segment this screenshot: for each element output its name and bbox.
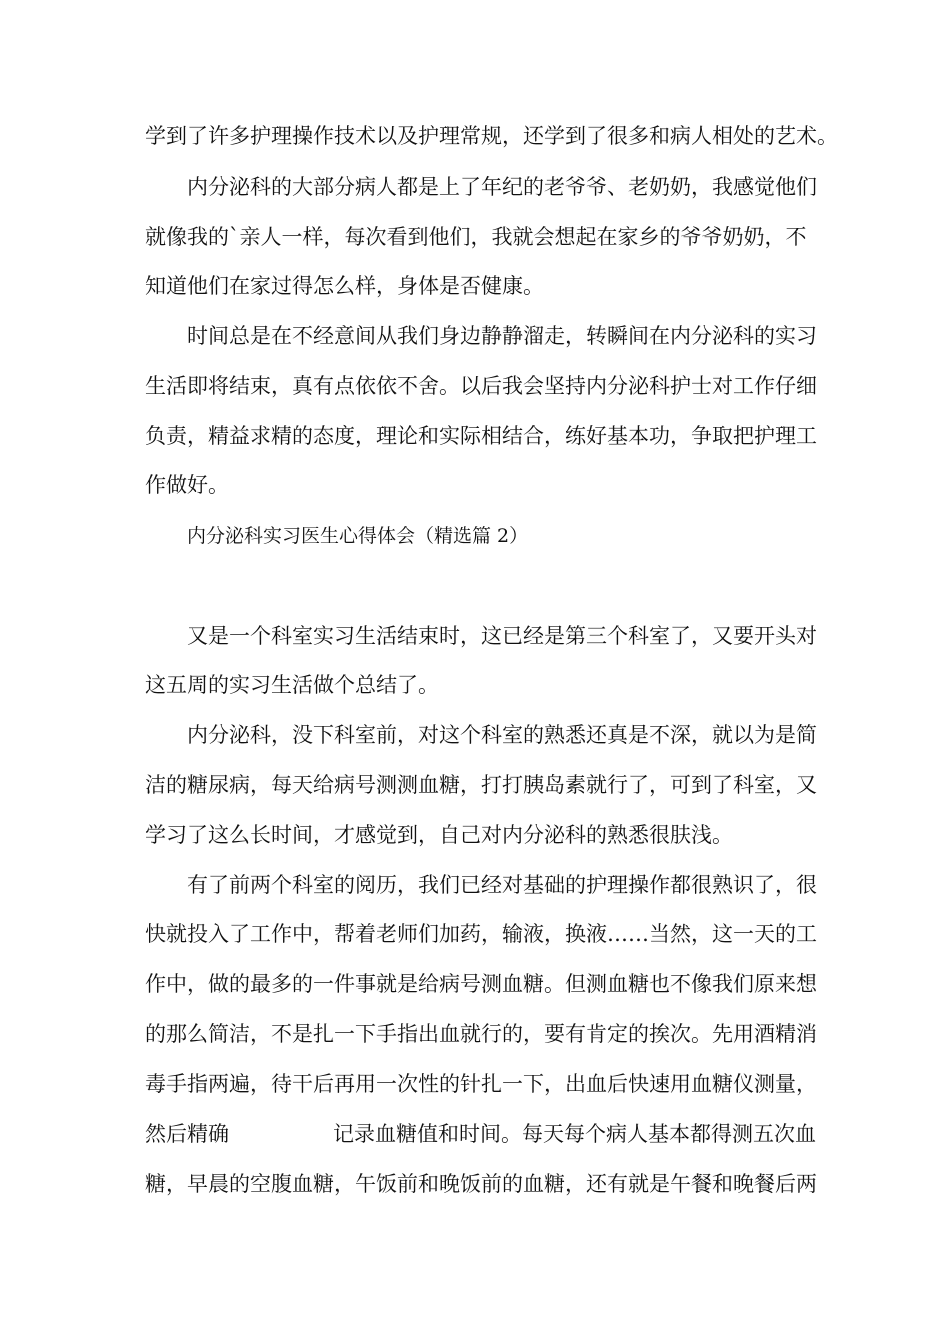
paragraph-line: 的那么简洁，不是扎一下手指出血就行的，要有肯定的挨次。先用酒精消	[145, 1022, 817, 1046]
paragraph-line: 这五周的实习生活做个总结了。	[145, 673, 439, 697]
paragraph-line: 糖，早晨的空腹血糖，午饭前和晚饭前的血糖，还有就是午餐和晚餐后两	[145, 1172, 817, 1196]
paragraph-line: 内分泌科，没下科室前，对这个科室的熟悉还真是不深，就以为是简	[187, 723, 817, 747]
paragraph-line: 洁的糖尿病，每天给病号测测血糖，打打胰岛素就行了，可到了科室，又	[145, 773, 817, 797]
line-end-fragment: 记录血糖值和时间。每天每个病人基本都得测五次血	[333, 1122, 816, 1146]
section-heading: 内分泌科实习医生心得体会（精选篇 2）	[187, 525, 529, 547]
paragraph-line: 快就投入了工作中，帮着老师们加药，输液，换液……当然，这一天的工	[145, 922, 817, 946]
paragraph-line: 负责，精益求精的态度，理论和实际相结合，练好基本功，争取把护理工	[145, 424, 817, 448]
paragraph-line: 作做好。	[145, 473, 229, 497]
paragraph-line: 内分泌科的大部分病人都是上了年纪的老爷爷、老奶奶，我感觉他们	[187, 175, 817, 199]
paragraph-line: 知道他们在家过得怎么样，身体是否健康。	[145, 274, 544, 298]
paragraph-line: 毒手指两遍，待干后再用一次性的针扎一下，出血后快速用血糖仪测量，	[145, 1072, 817, 1096]
paragraph-line: 时间总是在不经意间从我们身边静静溜走，转瞬间在内分泌科的实习	[187, 324, 817, 348]
paragraph-line: 又是一个科室实习生活结束时，这已经是第三个科室了，又要开头对	[187, 624, 817, 648]
paragraph-line: 生活即将结束，真有点依依不舍。以后我会坚持内分泌科护士对工作仔细	[145, 374, 817, 398]
paragraph-line: 作中，做的最多的一件事就是给病号测血糖。但测血糖也不像我们原来想	[145, 972, 817, 996]
paragraph-line: 学到了许多护理操作技术以及护理常规，还学到了很多和病人相处的艺术。	[145, 124, 838, 148]
paragraph-line	[145, 1120, 825, 1148]
line-start-fragment: 然后精确	[145, 1122, 229, 1146]
paragraph-line: 学习了这么长时间，才感觉到，自己对内分泌科的熟悉很肤浅。	[145, 823, 733, 847]
paragraph-line: 有了前两个科室的阅历，我们已经对基础的护理操作都很熟识了，很	[187, 873, 817, 897]
paragraph-line: 就像我的`亲人一样，每次看到他们，我就会想起在家乡的爷爷奶奶，不	[145, 225, 807, 249]
